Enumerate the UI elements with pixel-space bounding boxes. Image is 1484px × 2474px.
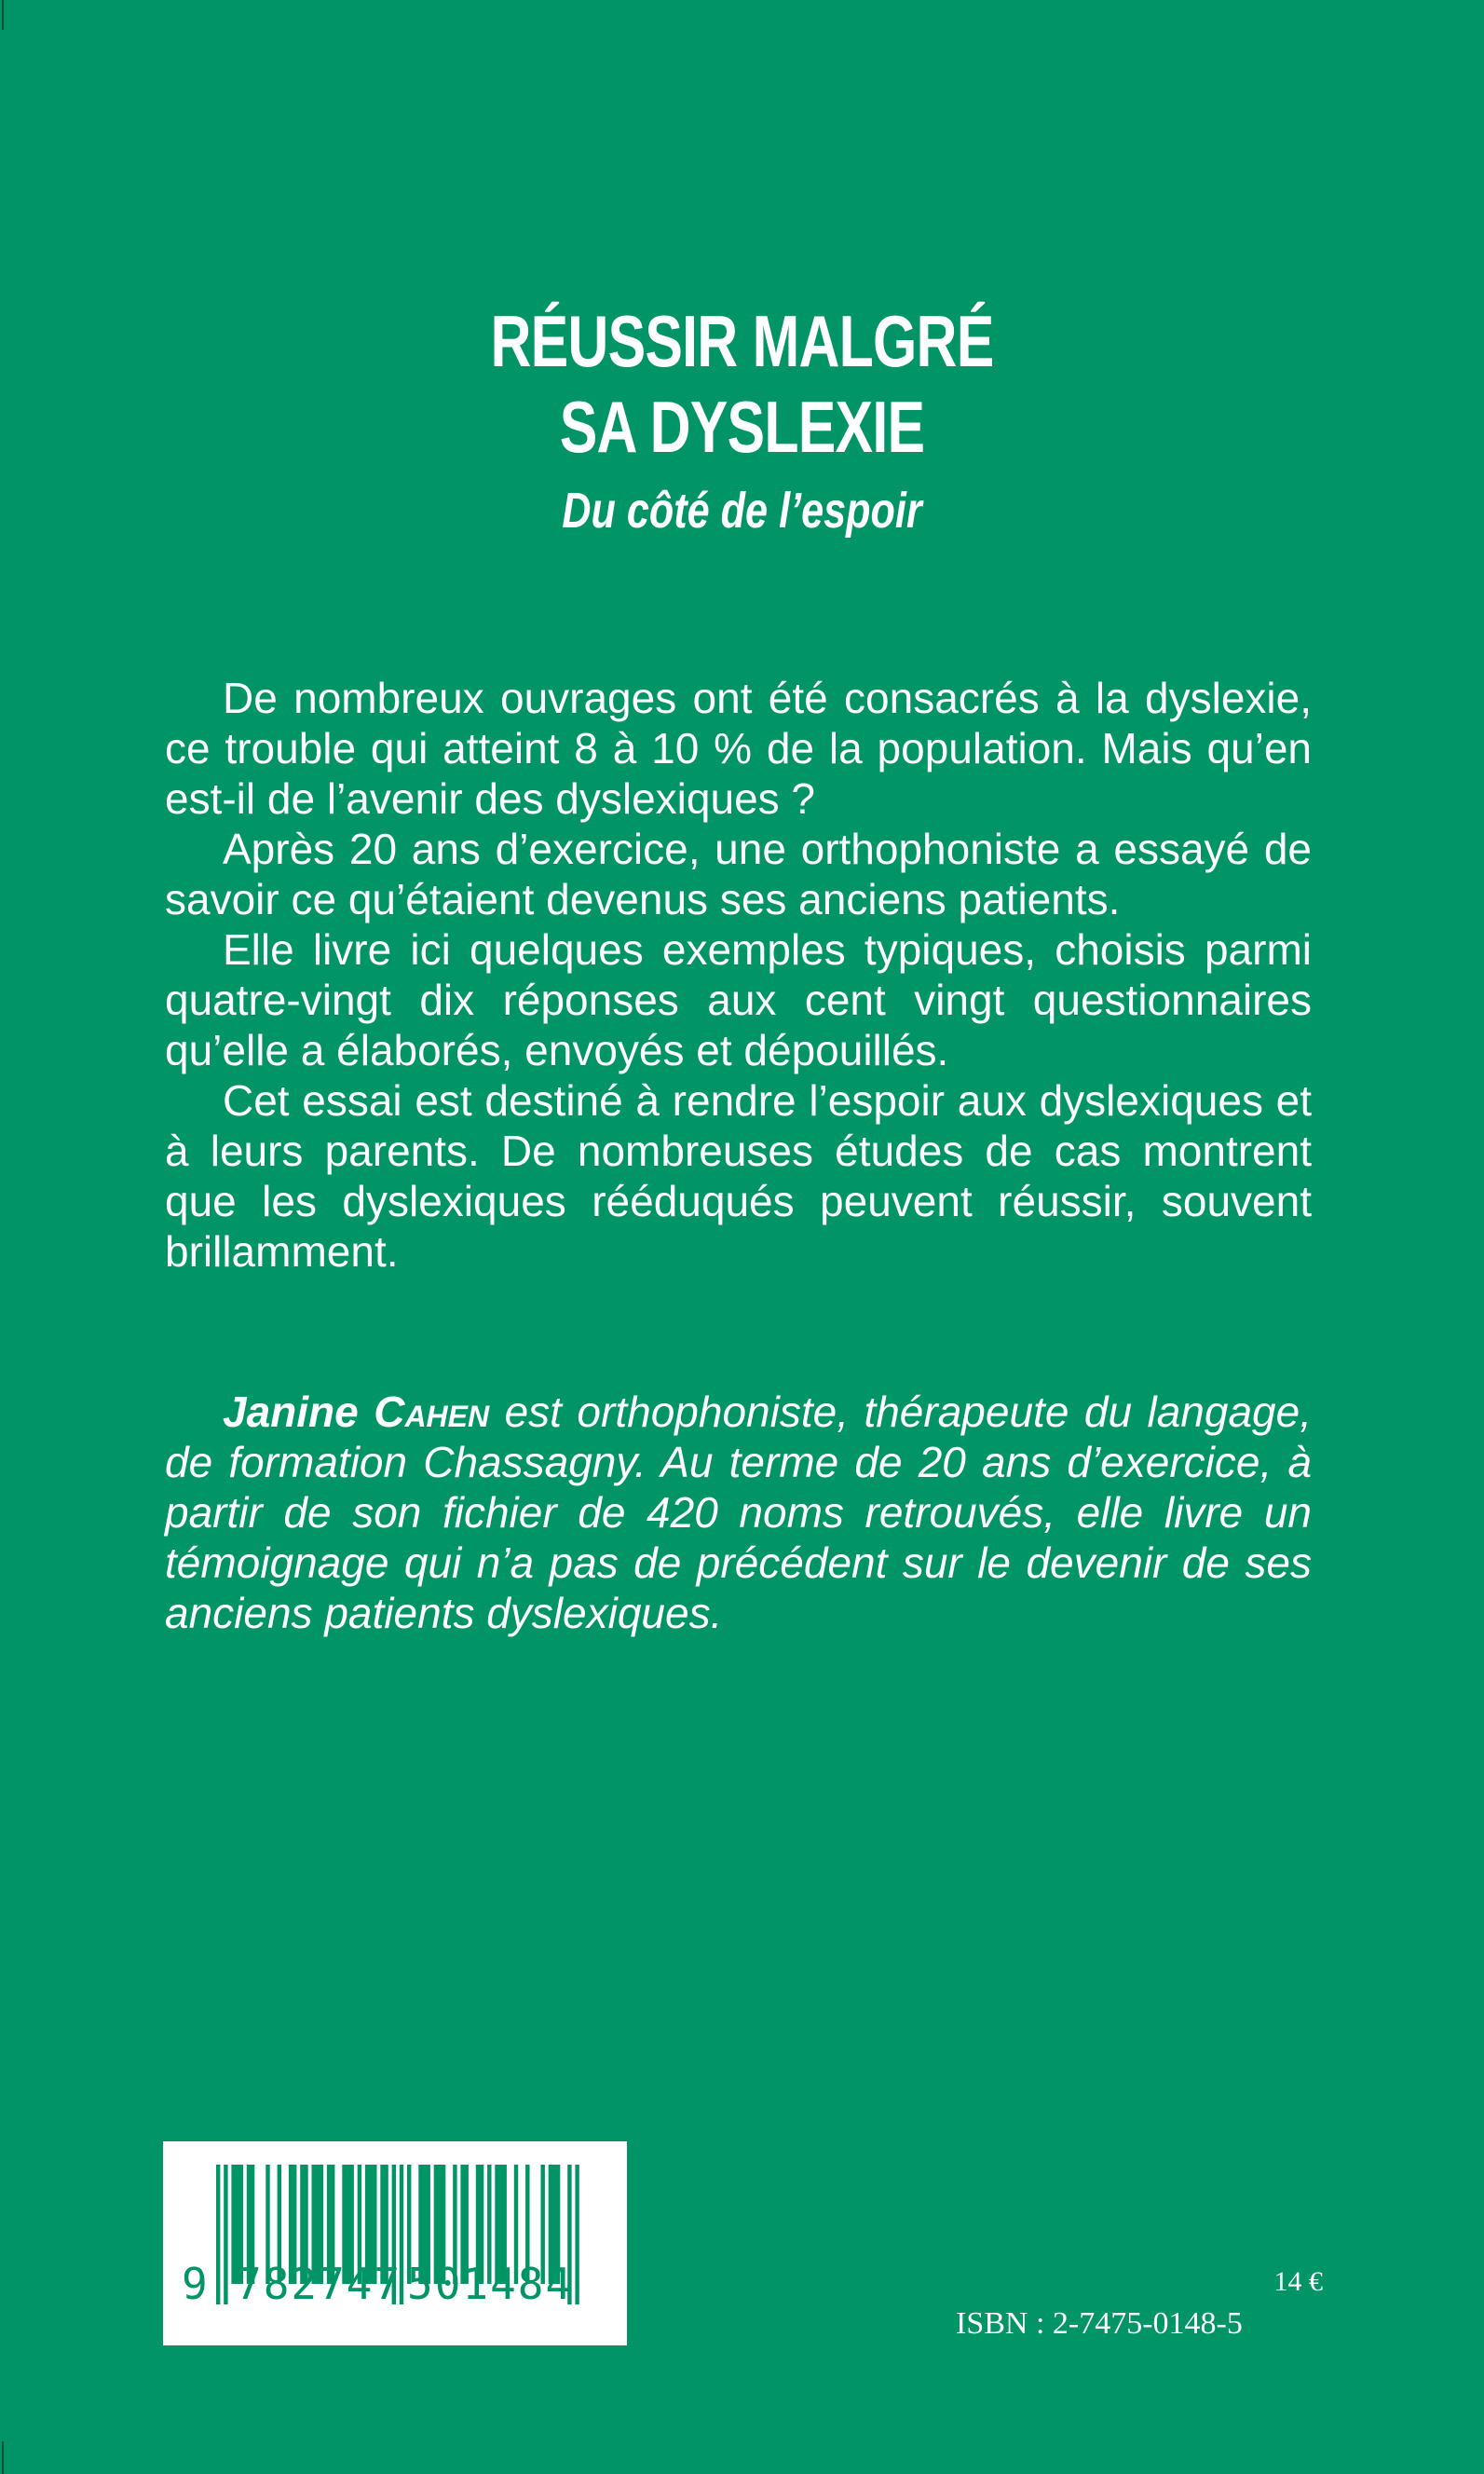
barcode-bars	[163, 2141, 627, 2345]
barcode	[163, 2141, 627, 2345]
blurb-paragraph: Après 20 ans d’exercice, une orthophoniste a essayé de savoir ce qu’étaient devenus ses anciens patients.	[165, 825, 1312, 923]
blurb-paragraph: De nombreux ouvrages ont été consacrés à la dyslexie, ce trouble qui atteint 8 à 10 % de la population. Mais qu’en est-il de l’avenir des dyslexiques ?	[165, 674, 1312, 823]
isbn: ISBN : 2-7475-0148-5	[956, 2306, 1243, 2341]
barcode-left-digits: 782747	[236, 2259, 402, 2309]
blurb-paragraph: Cet essai est destiné à rendre l’espoir aux dyslexiques et à leurs parents. De nombreuses études de cas montrent que les dyslexiques rééduqués peuvent réussir, souvent brillamment.	[165, 1076, 1312, 1276]
book-title-line-2: SA DYSLEXIE	[559, 386, 925, 468]
author-bio	[165, 1387, 1312, 1638]
blurb	[165, 673, 1312, 1277]
author-last-name: Cahen	[374, 1387, 490, 1436]
author-bio-paragraph	[165, 1387, 1312, 1638]
barcode-right-digits: 501484	[407, 2259, 574, 2309]
barcode-first-digit: 9	[182, 2259, 208, 2309]
crop-mark-top	[2, 0, 4, 30]
blurb-paragraph: Elle livre ici quelques exemples typiques, choisis parmi quatre-vingt dix réponses aux cent vingt questionnaires qu’elle a élaborés, envoyés et dépouillés.	[165, 925, 1312, 1074]
author-bio-text: est orthophoniste, thérapeute du langage, de formation Chassagny. Au terme de 20 ans d’exercice, à partir de son fichier de 420 noms retrouvés, elle livre un témoignage qui n’a pas de précédent sur le devenir de ses anciens patients dyslexiques.	[165, 1387, 1313, 1637]
author-first-name: Janine	[223, 1387, 359, 1436]
book-subtitle: Du côté de l’espoir	[562, 483, 922, 539]
crop-mark-bottom	[2, 2441, 4, 2474]
book-title-line-1: RÉUSSIR MALGRÉ	[490, 300, 994, 382]
book-title-block	[0, 298, 1484, 548]
price: 14 €	[1273, 2266, 1323, 2297]
